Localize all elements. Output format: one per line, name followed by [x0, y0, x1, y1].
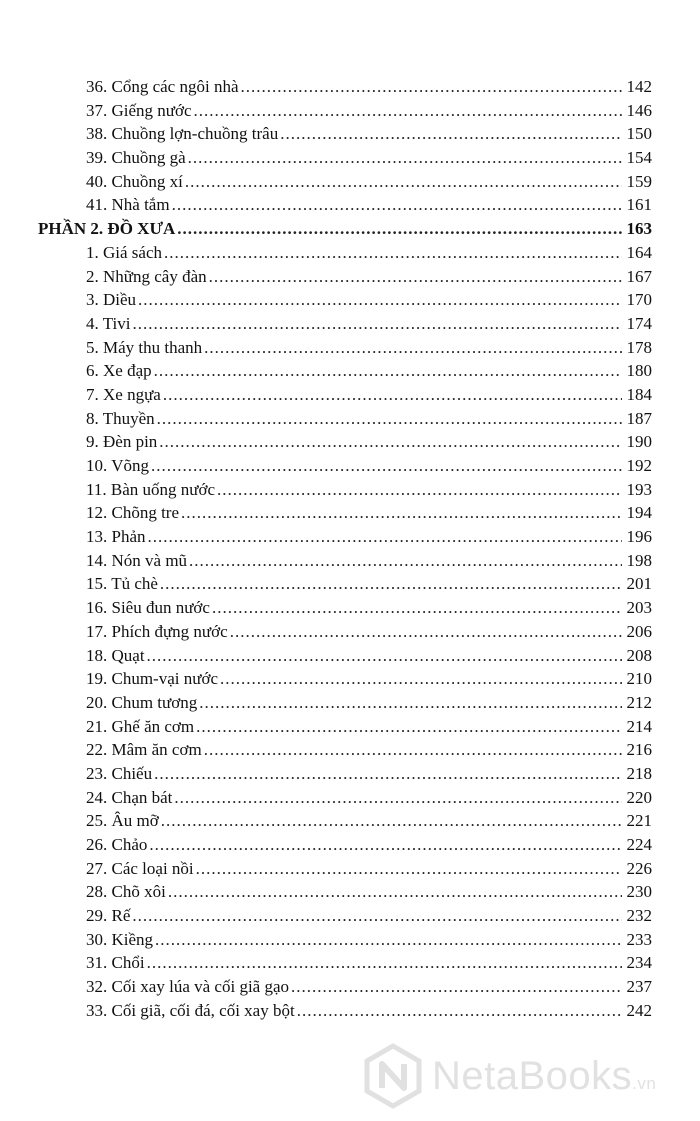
toc-entry-page-number: 180 — [626, 361, 652, 381]
toc-entry-title: 9. Đèn pin — [86, 432, 158, 452]
toc-entry — [36, 501, 652, 525]
toc-entry — [36, 786, 652, 810]
dot-leader — [157, 407, 622, 431]
toc-entry-title: 32. Cối xay lúa và cối giã gạo — [86, 977, 290, 997]
toc-entry-page-number: 150 — [626, 124, 652, 144]
dot-leader — [174, 786, 622, 810]
toc-entry-page-number: 237 — [626, 977, 652, 997]
dot-leader — [147, 644, 622, 668]
dot-leader — [148, 525, 623, 549]
toc-entry — [36, 265, 652, 289]
toc-entry — [36, 644, 652, 668]
dot-leader — [212, 596, 622, 620]
toc-entry — [36, 999, 652, 1023]
toc-entry-title: 12. Chõng tre — [86, 503, 180, 523]
toc-entry — [36, 170, 652, 194]
toc-entry-title: 1. Giá sách — [86, 242, 163, 262]
toc-entry-title: 7. Xe ngựa — [86, 384, 161, 404]
toc-entry-title: 26. Chảo — [86, 835, 148, 854]
dot-leader — [291, 975, 622, 999]
toc-entry-page-number: 159 — [626, 171, 652, 191]
dot-leader — [204, 336, 622, 360]
toc-entry-page-number: 184 — [626, 384, 652, 404]
toc-entry-title: 33. Cối giã, cối đá, cối xay bột — [86, 1000, 295, 1020]
dot-leader — [161, 809, 622, 833]
toc-entry-page-number: 174 — [626, 313, 652, 333]
toc-entry — [36, 122, 652, 146]
toc-section-heading — [36, 217, 652, 241]
dot-leader — [132, 312, 622, 336]
toc-entry-page-number: 216 — [626, 740, 652, 760]
dot-leader — [220, 667, 622, 691]
watermark-brand: NetaBooks — [432, 1053, 633, 1098]
toc-entry — [36, 572, 652, 596]
toc-entry-page-number: 178 — [626, 337, 652, 357]
toc-entry — [36, 667, 652, 691]
toc-entry — [36, 407, 652, 431]
toc-entry — [36, 312, 652, 336]
toc-entry-title: 40. Chuồng xí — [86, 171, 183, 191]
toc-entry — [36, 430, 652, 454]
dot-leader — [132, 904, 622, 928]
toc-entry-title: 11. Bàn uống nước — [86, 479, 216, 499]
toc-entry-page-number: 198 — [626, 550, 652, 570]
toc-entry — [36, 75, 652, 99]
toc-entry — [36, 857, 652, 881]
toc-entry-title: 2. Những cây đàn — [86, 266, 207, 286]
toc-entry — [36, 99, 652, 123]
toc-entry-page-number: 163 — [626, 219, 652, 239]
toc-entry — [36, 525, 652, 549]
toc-entry — [36, 288, 652, 312]
dot-leader — [154, 359, 622, 383]
toc-entry — [36, 241, 652, 265]
dot-leader — [188, 146, 622, 170]
toc-entry — [36, 454, 652, 478]
dot-leader — [204, 738, 622, 762]
dot-leader — [217, 478, 622, 502]
toc-entry-page-number: 193 — [626, 479, 652, 499]
toc-entry-page-number: 203 — [626, 598, 652, 618]
watermark-suffix: .vn — [632, 1073, 657, 1093]
toc-entry-title: 20. Chum tương — [86, 692, 198, 712]
toc-entry-page-number: 154 — [626, 148, 652, 168]
toc-entry — [36, 833, 652, 857]
dot-leader — [154, 762, 622, 786]
toc-entry-page-number: 224 — [626, 835, 652, 854]
dot-leader — [151, 454, 622, 478]
toc-entry-page-number: 214 — [626, 716, 652, 736]
dot-leader — [185, 170, 622, 194]
toc-entry-title: 14. Nón và mũ — [86, 550, 188, 570]
dot-leader — [194, 99, 622, 123]
dot-leader — [230, 620, 622, 644]
toc-entry-title: 41. Nhà tắm — [86, 195, 170, 215]
toc-entry — [36, 715, 652, 739]
toc-entry-title: 36. Cổng các ngôi nhà — [86, 77, 239, 96]
toc-entry — [36, 359, 652, 383]
toc-entry-page-number: 232 — [626, 906, 652, 926]
toc-entry — [36, 880, 652, 904]
toc-entry-page-number: 218 — [626, 763, 652, 783]
toc-entry-title: 38. Chuồng lợn-chuồng trâu — [86, 124, 279, 144]
toc-entry — [36, 738, 652, 762]
dot-leader — [172, 193, 622, 217]
toc-entry-title: 25. Âu mỡ — [86, 811, 159, 831]
toc-entry-page-number: 220 — [626, 787, 652, 807]
toc-entry-title: 19. Chum-vại nước — [86, 669, 218, 689]
toc-entry-page-number: 161 — [626, 195, 652, 215]
toc-entry-title: 16. Siêu đun nước — [86, 598, 210, 618]
table-of-contents — [36, 75, 652, 1023]
toc-entry-title: 21. Ghế ăn cơm — [86, 716, 195, 736]
watermark — [360, 1043, 690, 1109]
toc-entry-page-number: 142 — [626, 77, 652, 96]
dot-leader — [209, 265, 622, 289]
toc-entry-page-number: 164 — [626, 242, 652, 262]
toc-entry-page-number: 196 — [626, 527, 652, 547]
dot-leader — [159, 430, 622, 454]
dot-leader — [280, 122, 622, 146]
toc-entry — [36, 809, 652, 833]
toc-entry-title: 10. Võng — [86, 456, 149, 475]
toc-entry-title: PHẦN 2. ĐỒ XƯA — [38, 219, 176, 239]
toc-entry — [36, 762, 652, 786]
netabooks-logo-icon — [360, 1043, 426, 1109]
toc-entry — [36, 620, 652, 644]
toc-entry-page-number: 192 — [626, 456, 652, 475]
dot-leader — [196, 715, 622, 739]
dot-leader — [164, 241, 622, 265]
watermark-text — [432, 1054, 656, 1099]
toc-entry-title: 27. Các loại nồi — [86, 858, 194, 878]
toc-entry-page-number: 233 — [626, 929, 652, 949]
toc-entry-page-number: 226 — [626, 858, 652, 878]
toc-entry-title: 4. Tivi — [86, 313, 131, 333]
toc-entry-page-number: 206 — [626, 621, 652, 641]
toc-entry — [36, 904, 652, 928]
toc-entry-page-number: 210 — [626, 669, 652, 689]
toc-entry-title: 30. Kiềng — [86, 929, 154, 949]
toc-entry-title: 13. Phản — [86, 527, 146, 547]
toc-entry-title: 17. Phích đựng nước — [86, 621, 228, 641]
dot-leader — [149, 833, 622, 857]
toc-entry-page-number: 221 — [626, 811, 652, 831]
toc-entry — [36, 383, 652, 407]
dot-leader — [177, 217, 622, 241]
toc-entry — [36, 596, 652, 620]
toc-entry — [36, 928, 652, 952]
dot-leader — [155, 928, 622, 952]
toc-entry-title: 8. Thuyền — [86, 408, 155, 428]
toc-entry — [36, 336, 652, 360]
toc-entry-title: 39. Chuồng gà — [86, 148, 186, 168]
toc-entry-title: 29. Rế — [86, 906, 131, 926]
dot-leader — [241, 75, 623, 99]
toc-entry-title: 22. Mâm ăn cơm — [86, 740, 202, 760]
toc-entry — [36, 975, 652, 999]
dot-leader — [168, 880, 622, 904]
dot-leader — [196, 857, 622, 881]
toc-entry-title: 23. Chiếu — [86, 763, 153, 783]
dot-leader — [160, 572, 622, 596]
dot-leader — [147, 951, 622, 975]
toc-entry-title: 18. Quạt — [86, 645, 145, 665]
toc-entry-page-number: 234 — [626, 953, 652, 973]
toc-entry-title: 37. Giếng nước — [86, 100, 192, 120]
toc-entry-page-number: 230 — [626, 882, 652, 902]
toc-entry-page-number: 190 — [626, 432, 652, 452]
toc-entry-page-number: 167 — [626, 266, 652, 286]
toc-entry-title: 24. Chạn bát — [86, 787, 173, 807]
toc-entry-title: 6. Xe đạp — [86, 361, 152, 381]
toc-entry-title: 5. Máy thu thanh — [86, 337, 203, 357]
toc-entry-page-number: 170 — [626, 290, 652, 310]
toc-entry-title: 3. Diều — [86, 290, 137, 310]
dot-leader — [181, 501, 622, 525]
toc-entry-title: 15. Tủ chè — [86, 574, 158, 594]
toc-entry — [36, 951, 652, 975]
toc-entry-page-number: 242 — [626, 1000, 652, 1020]
toc-entry-page-number: 212 — [626, 692, 652, 712]
toc-entry-page-number: 146 — [626, 100, 652, 120]
toc-entry-page-number: 194 — [626, 503, 652, 523]
toc-entry — [36, 146, 652, 170]
dot-leader — [163, 383, 622, 407]
dot-leader — [297, 999, 622, 1023]
dot-leader — [138, 288, 622, 312]
toc-entry-page-number: 187 — [626, 408, 652, 428]
dot-leader — [189, 549, 622, 573]
dot-leader — [199, 691, 622, 715]
toc-entry-title: 28. Chõ xôi — [86, 882, 166, 902]
toc-entry — [36, 478, 652, 502]
toc-entry — [36, 691, 652, 715]
toc-entry-page-number: 201 — [626, 574, 652, 594]
toc-entry-page-number: 208 — [626, 645, 652, 665]
toc-entry-title: 31. Chổi — [86, 953, 145, 973]
toc-entry — [36, 549, 652, 573]
toc-entry — [36, 193, 652, 217]
